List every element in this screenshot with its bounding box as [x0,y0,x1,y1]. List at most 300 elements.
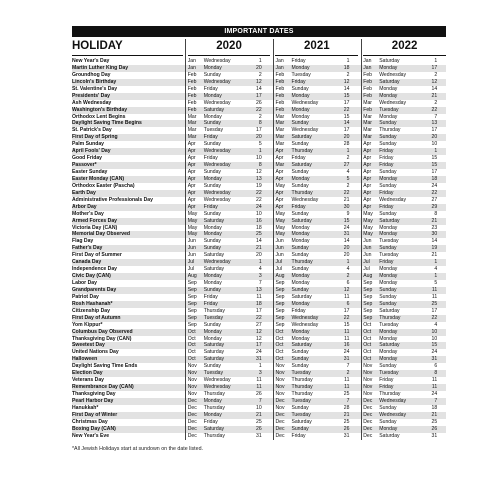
day-number: 1 [258,58,262,64]
month: Sep [363,307,373,314]
date-cell-2021 [275,183,358,190]
table-row [72,342,446,349]
weekday: Tuesday [379,321,399,328]
date-cell-2021 [275,356,358,363]
day-number: 21 [343,196,350,203]
month: Jan [363,58,372,64]
weekday: Wednesday [379,411,407,418]
footnote: *All Jewish Holidays start at sundown on the date listed. [72,446,204,452]
table-row [72,301,446,308]
month: Oct [363,335,372,342]
weekday: Friday [203,85,218,92]
weekday: Saturday [203,266,225,273]
day-number: 31 [256,356,262,363]
month: Nov [363,370,373,377]
weekday: Friday [203,300,218,307]
weekday: Monday [291,328,310,335]
month: Sep [275,300,285,307]
date-cell-2022 [363,155,446,162]
day-number: 10 [256,155,262,162]
month: May [275,217,286,224]
date-cell-2020 [188,245,271,252]
date-cell-2022 [363,183,446,190]
day-number: 14 [343,120,350,127]
month: Apr [363,141,372,148]
date-cell-2022 [363,169,446,176]
date-cell-2021 [275,391,358,398]
weekday: Monday [203,92,222,99]
date-cell-2022 [363,384,446,391]
month: Dec [363,425,373,432]
month: Feb [363,71,372,78]
holiday-name: Veterans Day [72,377,104,384]
weekday: Wednesday [203,162,231,169]
day-number: 15 [431,162,438,169]
month: Feb [187,99,197,106]
month: Jun [363,252,372,259]
month: Oct [187,342,196,349]
weekday: Monday [379,231,398,238]
weekday: Sunday [291,363,309,370]
day-number: 7 [434,397,438,404]
weekday: Sunday [203,321,221,328]
day-number: 17 [431,169,438,175]
month: Mar [275,120,285,127]
day-number: 16 [343,342,350,349]
month: Nov [187,391,197,397]
table-row [72,398,446,405]
day-number: 20 [256,134,262,141]
date-cell-2022 [363,211,446,218]
date-cell-2022 [363,231,446,238]
day-number: 5 [258,141,262,148]
month: Apr [363,189,372,196]
weekday: Saturday [203,356,225,363]
table-row [72,419,446,426]
table-row [72,259,446,266]
date-cell-2020 [188,377,271,384]
weekday: Friday [379,189,394,196]
table-row [72,162,446,169]
day-number: 7 [434,113,438,120]
weekday: Saturday [203,252,225,259]
month: Jul [275,266,282,273]
month: May [275,210,286,217]
date-cell-2021 [275,190,358,197]
holiday-name: New Year's Day [72,58,110,64]
month: Aug [275,273,285,280]
month: Feb [187,78,197,85]
month: Sep [187,321,197,328]
month: Apr [275,175,284,182]
weekday: Saturday [203,217,225,224]
day-number: 2 [258,71,262,78]
holiday-name: Patriot Day [72,293,99,300]
weekday: Monday [291,175,310,182]
weekday: Thursday [291,391,313,397]
day-number: 24 [431,182,438,189]
day-number: 11 [431,293,438,300]
weekday: Sunday [203,120,221,127]
important-dates-sheet [72,26,446,452]
holiday-name: Election Day [72,370,103,377]
table-row [72,72,446,79]
month: Apr [187,162,196,169]
day-number: 29 [431,203,438,210]
date-cell-2020 [188,225,271,232]
month: Dec [275,418,285,425]
holiday-name: Victoria Day (CAN) [72,224,118,231]
month: Feb [363,85,372,92]
month: Nov [187,384,197,391]
weekday: Thursday [291,189,313,196]
holiday-name: Passover* [72,162,97,169]
date-cell-2021 [275,114,358,121]
month: Sep [187,307,197,314]
date-cell-2021 [275,349,358,356]
month: Apr [275,155,284,162]
weekday: Monday [291,273,310,280]
day-number: 1 [346,58,350,64]
month: May [187,224,198,231]
holiday-name: Groundhog Day [72,71,111,78]
table-row [72,315,446,322]
month: Apr [275,169,284,175]
date-cell-2020 [188,273,271,280]
month: Sep [363,314,373,321]
date-cell-2022 [363,100,446,107]
month: Oct [187,356,196,363]
date-cell-2021 [275,211,358,218]
date-cell-2021 [275,127,358,134]
weekday: Sunday [203,210,221,217]
date-cell-2022 [363,266,446,273]
weekday: Monday [203,335,222,342]
table-row [72,412,446,419]
weekday: Sunday [379,182,397,189]
holiday-name: Palm Sunday [72,141,104,148]
date-cell-2020 [188,162,271,169]
date-cell-2022 [363,148,446,155]
day-number: 4 [346,266,350,273]
day-number: 19 [431,245,438,252]
day-number: 11 [344,293,350,300]
weekday: Friday [379,155,394,162]
month: Sep [363,293,373,300]
holiday-name: Daylight Saving Time Begins [72,120,142,127]
day-number: 2 [346,155,350,162]
weekday: Wednesday [203,189,231,196]
date-cell-2021 [275,363,358,370]
date-cell-2020 [188,127,271,134]
holiday-name: Thanksgiving Day [72,391,116,397]
holiday-name: Civic Day (CAN) [72,273,111,280]
month: Mar [363,127,372,134]
date-cell-2022 [363,356,446,363]
weekday: Monday [291,113,310,120]
date-cell-2022 [363,86,446,93]
day-number: 1 [346,259,350,266]
weekday: Saturday [203,349,225,356]
weekday: Sunday [379,245,397,252]
date-cell-2021 [275,100,358,107]
day-number: 12 [431,78,438,85]
date-cell-2021 [275,273,358,280]
month: Dec [275,397,285,404]
month: Feb [363,106,372,113]
weekday: Wednesday [291,314,319,321]
day-number: 1 [346,148,350,155]
weekday: Monday [379,328,398,335]
weekday: Monday [379,280,398,286]
date-cell-2021 [275,65,358,72]
holiday-name: St. Patrick's Day [72,127,112,134]
day-number: 7 [346,397,350,404]
date-cell-2022 [363,225,446,232]
month: Oct [275,335,284,342]
day-number: 1 [258,259,262,266]
day-number: 31 [256,432,262,439]
day-number: 25 [256,418,262,425]
table-row [72,426,446,433]
table-row [72,322,446,329]
table-row [72,370,446,377]
month: Feb [187,85,197,92]
weekday: Monday [203,64,222,71]
table-row [72,148,446,155]
day-number: 31 [343,231,350,238]
holiday-name: Administrative Professionals Day [72,196,153,203]
date-cell-2021 [275,294,358,301]
date-cell-2022 [363,349,446,356]
date-cell-2022 [363,197,446,204]
weekday: Monday [203,224,222,231]
month: Dec [187,425,197,432]
date-cell-2020 [188,238,271,245]
month: Apr [363,155,372,162]
weekday: Tuesday [291,397,311,404]
date-cell-2020 [188,356,271,363]
weekday: Sunday [291,356,309,363]
weekday: Sunday [291,266,309,273]
month: Feb [187,71,197,78]
day-number: 22 [431,189,438,196]
date-cell-2020 [188,197,271,204]
weekday: Saturday [379,432,400,439]
weekday: Friday [291,203,306,210]
holiday-name: Earth Day [72,189,96,196]
day-number: 17 [343,127,350,134]
weekday: Monday [203,113,222,120]
date-cell-2020 [188,342,271,349]
weekday: Thursday [203,391,225,397]
day-number: 11 [431,377,438,384]
date-cell-2022 [363,79,446,86]
month: Nov [275,391,285,397]
month: Apr [275,196,284,203]
month: Sep [363,300,373,307]
weekday: Sunday [291,349,309,356]
date-cell-2022 [363,308,446,315]
day-number: 13 [256,286,262,293]
date-cell-2020 [188,426,271,433]
holiday-name: Columbus Day Observed [72,328,133,335]
weekday: Friday [203,155,218,162]
month: Nov [275,377,285,384]
weekday: Sunday [379,210,397,217]
day-number: 31 [343,432,350,439]
date-cell-2021 [275,426,358,433]
date-cell-2022 [363,58,446,65]
day-number: 28 [343,404,350,411]
weekday: Monday [379,64,398,71]
date-cell-2020 [188,148,271,155]
holiday-name: April Fools' Day [72,148,111,155]
date-cell-2020 [188,391,271,398]
date-cell-2021 [275,329,358,336]
day-number: 14 [256,238,262,245]
month: Sep [275,280,285,286]
month: Dec [363,404,373,411]
month: Oct [187,328,196,335]
weekday: Saturday [379,307,400,314]
date-cell-2022 [363,412,446,419]
date-cell-2020 [188,412,271,419]
day-number: 2 [258,113,262,120]
day-number: 17 [431,307,438,314]
month: Mar [275,162,285,169]
table-row [72,308,446,315]
holiday-name: Thanksgiving Day (CAN) [72,335,132,342]
month: Jun [187,252,196,259]
weekday: Monday [203,280,222,286]
weekday: Saturday [291,134,312,141]
weekday: Monday [379,266,398,273]
month: May [187,210,198,217]
day-number: 25 [343,391,350,397]
month: Feb [363,92,372,99]
day-number: 24 [343,224,350,231]
day-number: 8 [434,370,438,377]
day-number: 4 [346,169,350,175]
holiday-name: Ash Wednesday [72,99,112,106]
holiday-header: HOLIDAY [72,39,183,56]
day-number: 6 [346,300,350,307]
holiday-name: Washington's Birthday [72,106,128,113]
weekday: Thursday [379,127,401,134]
month: Apr [363,148,372,155]
date-cell-2022 [363,433,446,440]
table-row [72,349,446,356]
weekday: Monday [379,92,398,99]
table-row [72,252,446,259]
month: May [275,182,286,189]
holiday-name: Grandparents Day [72,286,117,293]
day-number: 24 [256,203,262,210]
date-cell-2020 [188,370,271,377]
month: Oct [187,349,196,356]
day-number: 19 [256,182,262,189]
month: Nov [275,370,285,377]
holiday-name: Flag Day [72,238,94,245]
weekday: Friday [203,293,218,300]
weekday: Wednesday [203,148,231,155]
month: Apr [363,169,372,175]
month: Feb [275,99,285,106]
month: Dec [363,432,373,439]
month: Mar [187,134,197,141]
date-cell-2022 [363,259,446,266]
month: Apr [363,162,372,169]
month: Sep [187,293,197,300]
month: Jan [187,58,196,64]
date-cell-2021 [275,405,358,412]
weekday: Wednesday [291,127,319,134]
day-number: 22 [431,314,438,321]
date-cell-2020 [188,336,271,343]
holiday-name: Canada Day [72,259,102,266]
day-number: 25 [343,418,350,425]
day-number: 10 [431,328,438,335]
month: Apr [275,148,284,155]
day-number: 17 [256,342,262,349]
month: Jul [187,266,195,273]
table-row [72,377,446,384]
month: Mar [275,134,285,141]
month: Jun [363,245,372,252]
month: Oct [275,349,284,356]
weekday: Monday [291,92,310,99]
holiday-name: St. Valentine's Day [72,85,118,92]
date-cell-2021 [275,107,358,114]
month: Aug [187,273,197,280]
day-number: 31 [431,432,438,439]
weekday: Wednesday [203,196,231,203]
month: Oct [363,356,372,363]
date-cell-2022 [363,162,446,169]
day-number: 17 [256,92,262,99]
day-number: 22 [343,106,350,113]
month: Apr [363,203,372,210]
weekday: Saturday [379,58,400,64]
month: Feb [275,78,285,85]
date-cell-2021 [275,141,358,148]
month: Apr [275,203,284,210]
holiday-name: Orthodox Lent Begins [72,113,126,120]
month: Jun [187,245,196,252]
weekday: Sunday [291,120,309,127]
day-number: 27 [343,162,350,169]
holiday-name: Presidents' Day [72,92,111,99]
date-cell-2021 [275,370,358,377]
day-number: 8 [258,162,262,169]
date-cell-2022 [363,287,446,294]
day-number: 3 [258,273,262,280]
month: May [275,224,286,231]
weekday: Monday [291,300,310,307]
date-cell-2021 [275,384,358,391]
weekday: Monday [379,85,398,92]
date-cell-2022 [363,252,446,259]
holiday-name: Orthodox Easter (Pascha) [72,182,135,189]
month: Mar [275,127,285,134]
holiday-name: First Day of Winter [72,411,118,418]
weekday: Friday [379,162,394,169]
weekday: Sunday [291,210,309,217]
date-cell-2021 [275,155,358,162]
date-cell-2022 [363,72,446,79]
date-cell-2020 [188,349,271,356]
